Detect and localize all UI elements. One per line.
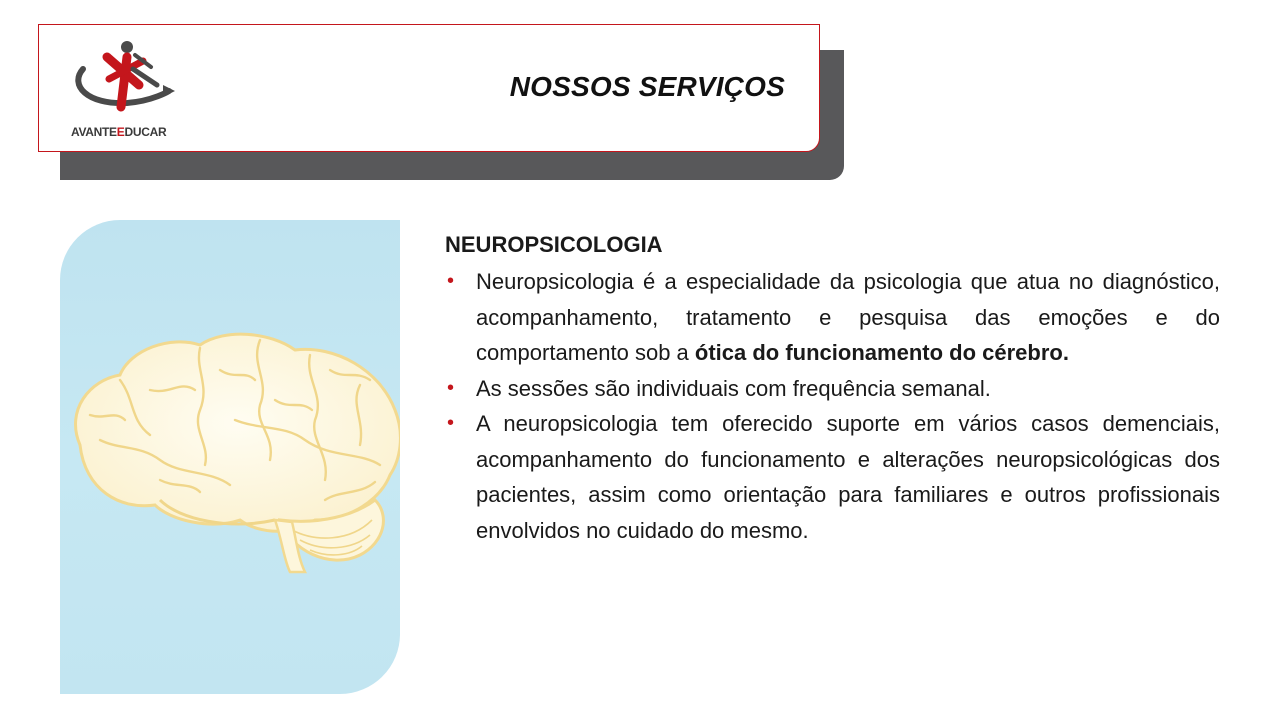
bullet-bold-text: ótica do funcionamento do cérebro. [694,340,1069,365]
header-banner [38,24,820,152]
bullet-text: A neuropsicologia tem oferecido suporte em vários casos demenciais, acompanhamento do funcionamento e alterações neuropsicológicas dos pacientes, assim como orientação para familiares e outros profissionais envolvidos no cuidado do mesmo. [476,411,1220,543]
brain-illustration-icon [60,220,400,694]
bullet-item [445,371,1220,407]
service-content [445,230,1220,548]
bullet-text: As sessões são individuais com frequência semanal. [476,375,991,401]
bullet-dot-icon: • [447,376,455,399]
bullet-item [445,264,1220,371]
brain-image-panel [60,220,400,694]
bullet-list [445,264,1220,548]
bullet-text: Neuropsicologia é a especialidade da psicologia que atua no diagnóstico, acompanhamento, tratamento e pesquisa das emoções e do comportamento sob a [476,269,1220,365]
bullet-dot-icon: • [447,270,455,292]
section-heading: NEUROPSICOLOGIA [445,232,663,257]
company-logo [65,39,205,143]
bullet-item [445,406,1220,548]
page-title: NOSSOS SERVIÇOS [509,71,785,102]
avanteducar-logo-icon [65,39,205,129]
logo-wordmark: AVANTEEDUCAR [71,125,167,139]
bullet-dot-icon: • [447,412,455,434]
